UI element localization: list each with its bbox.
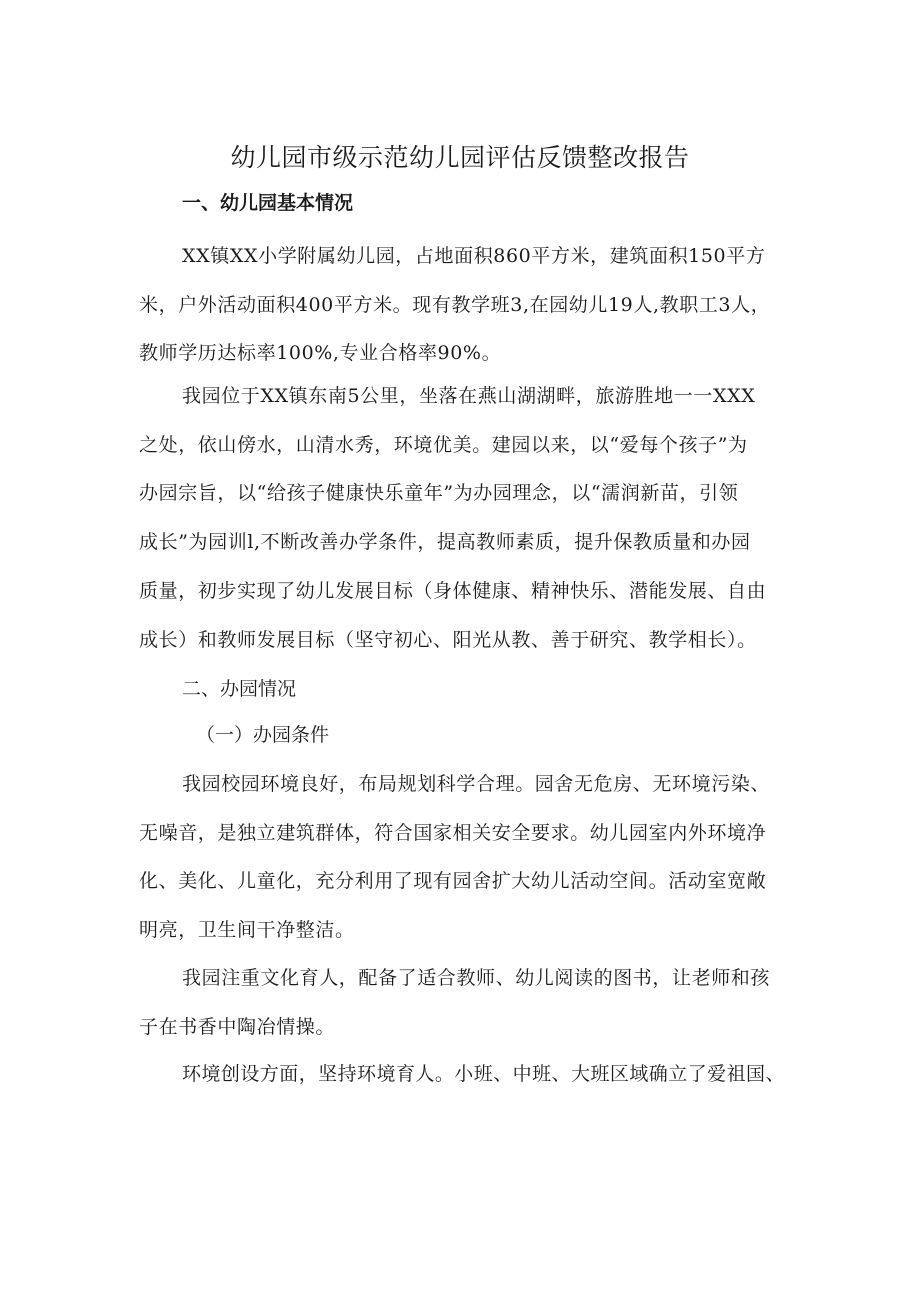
paragraph-basic-info	[139, 232, 787, 378]
paragraph-line: XX镇XX小学附属幼儿园，占地面积860平方米，建筑面积150平方	[182, 245, 766, 267]
paragraph-line: 我园注重文化育人，配备了适合教师、幼儿阅读的图书，让老师和孩	[182, 967, 771, 989]
paragraph-location	[139, 372, 787, 664]
paragraph-line: 无噪音，是独立建筑群体，符合国家相关安全要求。幼儿园室内外环境净	[139, 821, 767, 844]
paragraph-line: 环境创设方面，坚持环境育人。小班、中班、大班区域确立了爱祖国、	[182, 1063, 785, 1085]
section-heading-operation: 二、办园情况	[182, 678, 297, 700]
paragraph-line: 我园位于XX镇东南5公里，坐落在燕山湖湖畔，旅游胜地一一XXX	[182, 385, 756, 407]
section-heading-basic-info: 一、幼儿园基本情况	[182, 192, 354, 214]
paragraph-environment-design	[139, 1050, 787, 1099]
paragraph-line: 明亮，卫生间干净整洁。	[139, 919, 355, 942]
paragraph-line: 米，户外活动面积400平方米。现有教学班3,在园幼儿19人,教职工3人，	[139, 293, 771, 316]
paragraph-line: 化、美化、儿童化，充分利用了现有园舍扩大幼儿活动空间。活动室宽敞	[139, 870, 767, 893]
paragraph-line: 成长”为园训l,不断改善办学条件，提高教师素质，提升保教质量和办园	[139, 531, 751, 554]
paragraph-line: 教师学历达标率100%,专业合格率90%。	[139, 342, 502, 365]
subsection-heading-conditions: （一）办园条件	[196, 724, 330, 746]
paragraph-line: 子在书香中陶冶情操。	[139, 1015, 336, 1038]
paragraph-line: 成长）和教师发展目标（坚守初心、阳光从教、善于研究、教学相长）。	[139, 628, 757, 651]
paragraph-line: 办园宗旨，以“给孩子健康快乐童年”为办园理念，以“濡润新苗，引领	[139, 482, 739, 505]
paragraph-line: 质量，初步实现了幼儿发展目标（身体健康、精神快乐、潜能发展、自由	[139, 579, 767, 602]
document-title: 幼儿园市级示范幼儿园评估反馈整改报告	[230, 143, 690, 172]
paragraph-line: 之处，依山傍水，山清水秀，环境优美。建园以来，以“爱每个孩子”为	[139, 433, 748, 456]
paragraph-culture	[139, 954, 787, 1051]
paragraph-line: 我园校园环境良好，布局规划科学合理。园舍无危房、无环境污染、	[182, 773, 771, 795]
paragraph-environment	[139, 760, 787, 955]
